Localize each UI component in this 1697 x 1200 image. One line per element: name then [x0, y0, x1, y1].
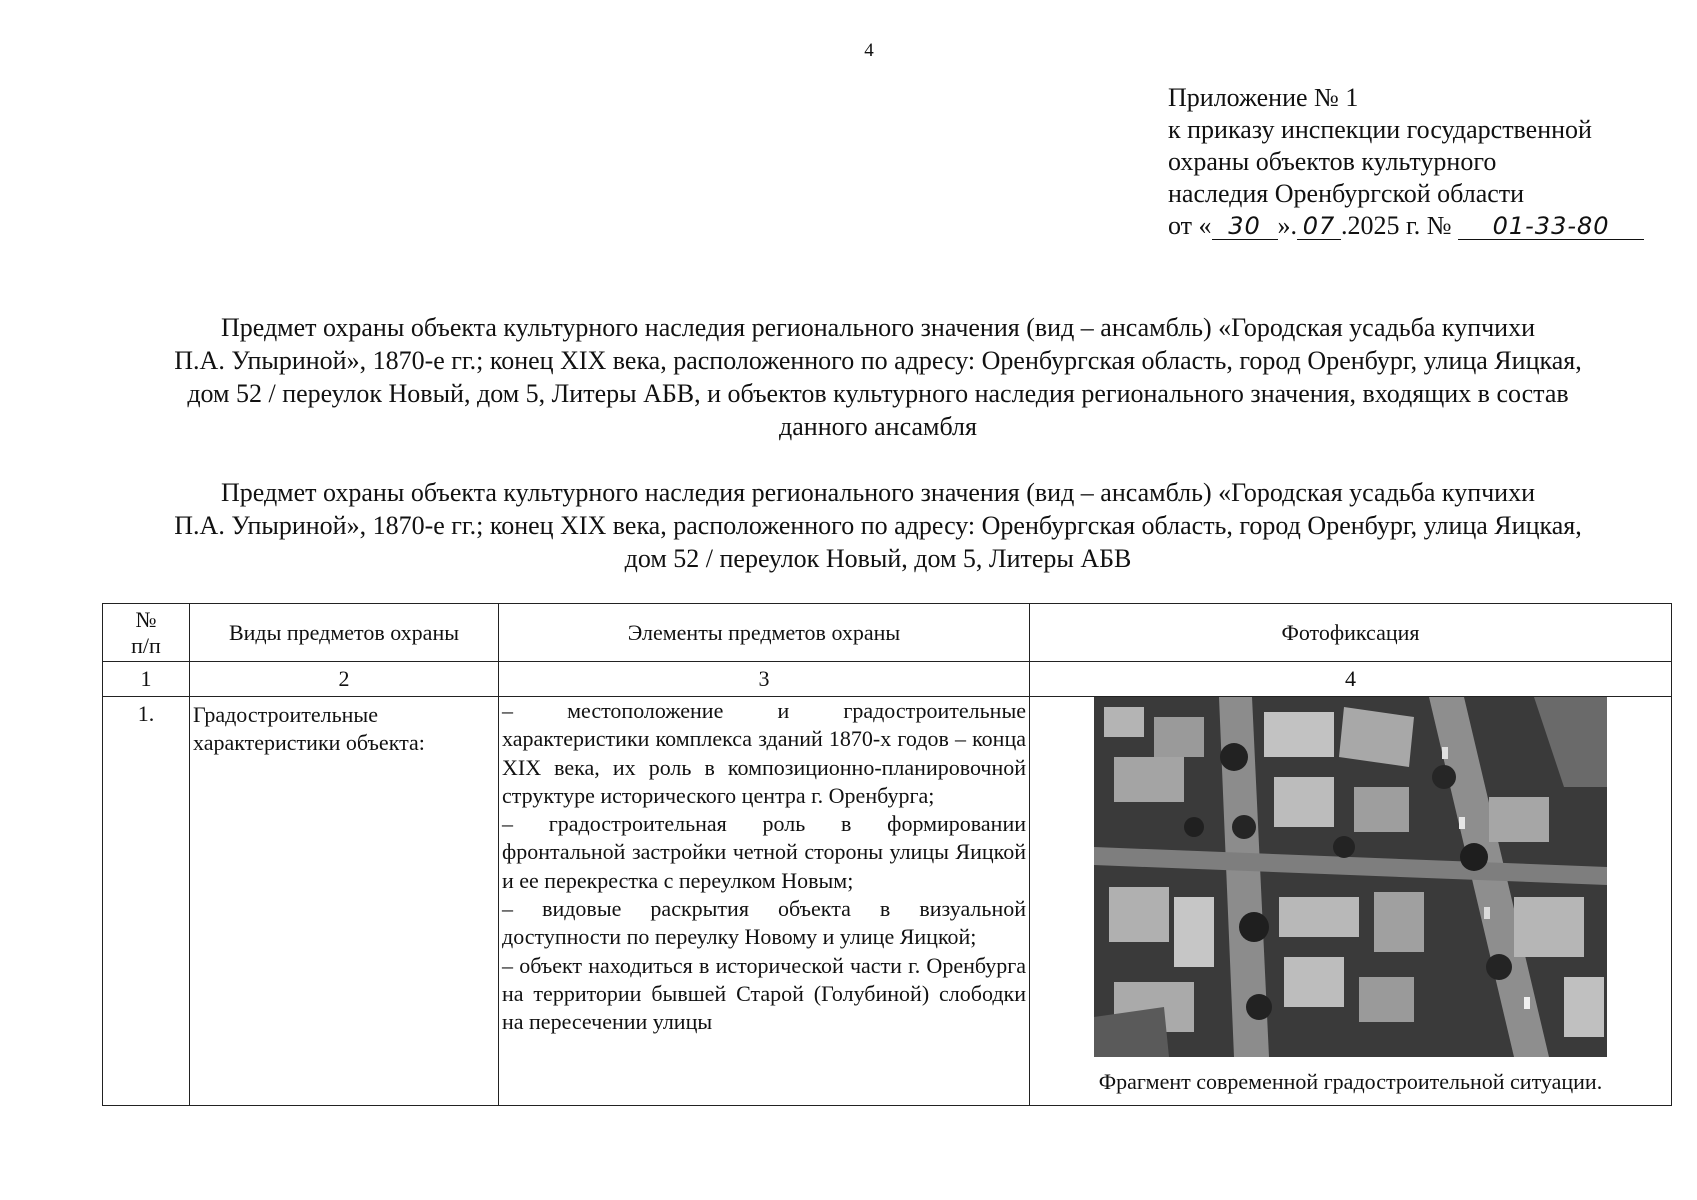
column-number: 4 — [1030, 662, 1672, 697]
appendix-line: к приказу инспекции государственной — [1168, 115, 1592, 144]
element-item: – градостроительная роль в формировании фронтальной застройки четной стороны улицы Яицкой и ее перекрестка с переулком Новым; — [502, 811, 1026, 893]
column-number: 1 — [103, 662, 190, 697]
header-number — [103, 604, 190, 662]
appendix-date-line — [1168, 210, 1644, 242]
element-item: – видовые раскрытия объекта в визуальной доступности по переулку Новому и улице Яицкой; — [502, 896, 1026, 950]
element-item: – объект находиться в исторической части г. Оренбурга на территории бывшей Старой (Голубиной) слободки на пересечении улицы — [502, 952, 1026, 1035]
heading-line: дом 52 / переулок Новый, дом 5, Литеры АБВ — [624, 544, 1132, 573]
row-number-cell — [103, 697, 190, 1106]
appendix-line: охраны объектов культурного — [1168, 147, 1497, 176]
row-kind: Градостроительные характеристики объекта: — [193, 702, 425, 755]
heading-line: П.А. Упыриной», 1870-е гг.; конец XIX века, расположенного по адресу: Оренбургская область, город Оренбург, улица Яицкая, — [174, 511, 1582, 540]
row-number: 1. — [137, 701, 155, 726]
header-number-label: п/п — [131, 632, 161, 658]
element-item: – местоположение и градостроительные характеристики комплекса зданий 1870-х годов – конца XIX века, их роль в композиционно-планировочной структуре исторического центра г. Оренбурга; — [502, 698, 1026, 808]
row-elements-cell — [499, 697, 1030, 1106]
heading-line: дом 52 / переулок Новый, дом 5, Литеры АБВ, и объектов культурного наследия регионального значения, входящих в состав — [187, 379, 1569, 408]
appendix-title: Приложение № 1 — [1168, 83, 1359, 112]
appendix-block — [1168, 82, 1644, 242]
handwritten-month: 07 — [1297, 213, 1341, 240]
heading-line: Предмет охраны объекта культурного наследия регионального значения (вид – ансамбль) «Городская усадьба купчихи — [220, 313, 1536, 342]
table-header-row — [103, 604, 1672, 662]
table-row — [103, 697, 1672, 1106]
protection-subject-table — [102, 603, 1672, 1106]
column-numbers-row — [103, 662, 1672, 697]
photo-caption: Фрагмент современной градостроительной ситуации. — [1098, 1069, 1603, 1094]
header-number-sign: № — [135, 606, 157, 632]
heading-line: данного ансамбля — [779, 412, 977, 441]
row-photo-cell — [1030, 697, 1672, 1106]
date-prefix: от « — [1168, 211, 1212, 240]
column-number: 3 — [499, 662, 1030, 697]
header-elements: Элементы предметов охраны — [499, 604, 1030, 662]
date-separator: ». — [1277, 211, 1298, 240]
date-year: .2025 г. № — [1341, 211, 1459, 240]
row-kind-cell — [190, 697, 499, 1106]
heading-line: П.А. Упыриной», 1870-е гг.; конец XIX века, расположенного по адресу: Оренбургская область, город Оренбург, улица Яицкая, — [174, 346, 1582, 375]
section-heading — [88, 476, 1668, 575]
handwritten-order-number: 01-33-80 — [1458, 213, 1644, 240]
page-number: 4 — [864, 40, 874, 61]
document-heading — [88, 311, 1668, 443]
header-photo: Фотофиксация — [1030, 604, 1672, 662]
appendix-line: наследия Оренбургской области — [1168, 179, 1525, 208]
aerial-photo — [1094, 697, 1607, 1057]
heading-line: Предмет охраны объекта культурного наследия регионального значения (вид – ансамбль) «Городская усадьба купчихи — [220, 478, 1536, 507]
header-kind: Виды предметов охраны — [190, 604, 499, 662]
handwritten-day: 30 — [1212, 213, 1278, 240]
column-number: 2 — [190, 662, 499, 697]
